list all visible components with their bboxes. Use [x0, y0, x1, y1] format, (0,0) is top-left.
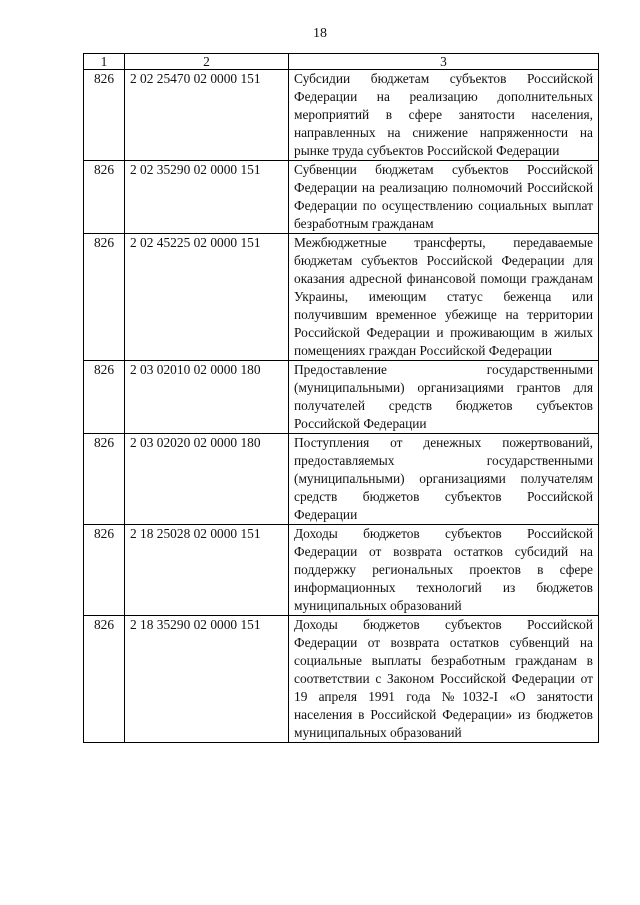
- income-name-cell: Субвенции бюджетам субъектов Российской Федерации на реализацию полномочий Российской Федерации по осуществлению социальных выплат безработным гражданам: [289, 161, 599, 234]
- income-code-cell: 2 02 25470 02 0000 151: [125, 70, 289, 161]
- income-name-cell: Субсидии бюджетам субъектов Российской Федерации на реализацию дополнительных мероприятий в сфере занятости населения, направленных на снижение напряженности на рынке труда субъектов Российской Федерации: [289, 70, 599, 161]
- income-code-cell: 2 03 02020 02 0000 180: [125, 434, 289, 525]
- income-code-cell: 2 03 02010 02 0000 180: [125, 361, 289, 434]
- income-name-cell: Доходы бюджетов субъектов Российской Федерации от возврата остатков субсидий на поддержку региональных проектов в сфере информационных технологий из бюджетов муниципальных образований: [289, 525, 599, 616]
- table-row: [84, 70, 599, 161]
- admin-code-cell: 826: [84, 234, 125, 361]
- admin-code-cell: 826: [84, 161, 125, 234]
- income-name-cell: Межбюджетные трансферты, передаваемые бюджетам субъектов Российской Федерации для оказания адресной финансовой помощи гражданам Украины, имеющим статус беженца или получившим временное убежище на территории Российской Федерации и проживающим в жилых помещениях граждан Российской Федерации: [289, 234, 599, 361]
- income-code-cell: 2 18 25028 02 0000 151: [125, 525, 289, 616]
- income-name-cell: Доходы бюджетов субъектов Российской Федерации от возврата остатков субвенций на социальные выплаты безработным гражданам в соответствии с Законом Российской Федерации от 19 апреля 1991 года №1032-I «О занятости населения в Российской Федерации» из бюджетов муниципальных образований: [289, 616, 599, 743]
- admin-code-cell: 826: [84, 361, 125, 434]
- budget-classification-table: [83, 53, 599, 743]
- table-row: [84, 234, 599, 361]
- income-code-cell: 2 18 35290 02 0000 151: [125, 616, 289, 743]
- table-row: [84, 525, 599, 616]
- table-header-row: [84, 54, 599, 70]
- income-code-cell: 2 02 35290 02 0000 151: [125, 161, 289, 234]
- income-code-cell: 2 02 45225 02 0000 151: [125, 234, 289, 361]
- admin-code-cell: 826: [84, 525, 125, 616]
- column-number-3: 3: [289, 54, 599, 70]
- income-name-cell: Предоставление государственными (муниципальными) организациями грантов для получателей средств бюджетов субъектов Российской Федерации: [289, 361, 599, 434]
- table-row: [84, 161, 599, 234]
- table-row: [84, 616, 599, 743]
- admin-code-cell: 826: [84, 434, 125, 525]
- table-row: [84, 434, 599, 525]
- admin-code-cell: 826: [84, 70, 125, 161]
- page-number: 18: [313, 26, 327, 41]
- column-number-1: 1: [84, 54, 125, 70]
- column-number-2: 2: [125, 54, 289, 70]
- table-row: [84, 361, 599, 434]
- income-name-cell: Поступления от денежных пожертвований, предоставляемых государственными (муниципальными) организациями получателям средств бюджетов субъектов Российской Федерации: [289, 434, 599, 525]
- admin-code-cell: 826: [84, 616, 125, 743]
